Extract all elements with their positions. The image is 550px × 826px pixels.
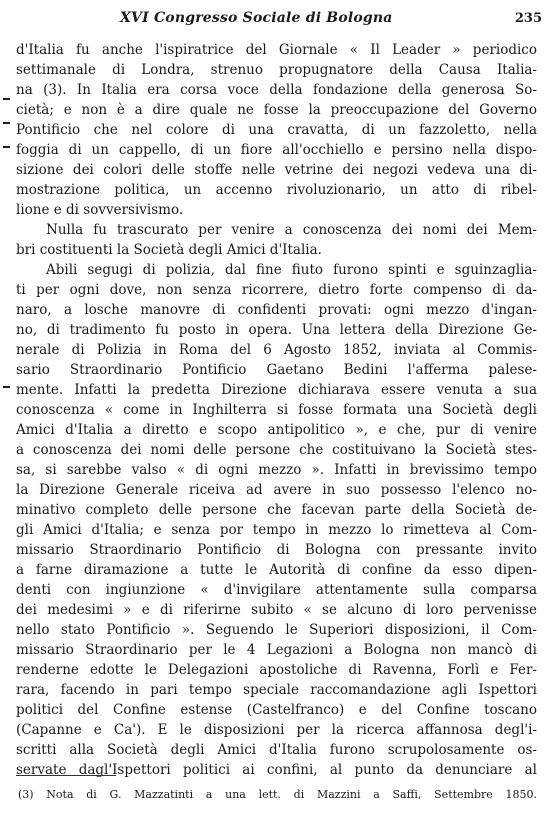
- margin-mark: [3, 386, 10, 388]
- text-line: scritti alla Società degli Amici d'Italia furono scrupolosamente os-: [16, 742, 537, 758]
- text-line: Nulla fu trascurato per venire a conoscenza dei nomi dei Mem-: [46, 222, 537, 238]
- text-line: missario Straordinario per le 4 Legazioni a Bologna non mancò di: [16, 642, 537, 658]
- text-line: missario Straordinario Pontificio di Bologna con pressante invito: [16, 542, 537, 558]
- page-number: 235: [514, 11, 542, 26]
- margin-mark: [3, 122, 10, 124]
- text-line: gli Amici d'Italia; e senza por tempo in mezzo lo rimetteva al Com-: [16, 522, 537, 538]
- text-line: Pontificio che nel colore di una cravatta, di un fazzoletto, nella: [16, 122, 537, 138]
- text-line: minativo completo delle persone che facevan parte della Società de-: [16, 502, 537, 518]
- text-line: naro, a losche manovre di confidenti provati: ogni mezzo d'ingan-: [16, 302, 537, 318]
- text-line: lione e di sovversivismo.: [16, 202, 184, 218]
- text-line: servate dagl'Ispettori politici ai confini, al punto da denunciare al: [16, 762, 537, 778]
- text-line: na (3). In Italia era corsa voce della fondazione della generosa So-: [16, 82, 537, 98]
- text-line: renderne edotte le Delegazioni apostoliche di Ravenna, Forlì e Fer-: [16, 662, 537, 678]
- text-line: mente. Infatti la predetta Direzione dichiarava essere venuta a sua: [16, 382, 537, 398]
- text-line: ti per ogni dove, non senza ricorrere, dietro forte compenso di da-: [16, 282, 537, 298]
- text-line: a farne diramazione a tutte le Autorità di confine da esso dipen-: [16, 562, 537, 578]
- text-line: rara, facendo in pari tempo speciale raccomandazione agli Ispettori: [16, 682, 537, 698]
- text-line: Abili segugi di polizia, dal fine fiuto furono spinti e sguinzaglia-: [46, 262, 537, 278]
- text-line: sario Straordinario Pontificio Gaetano Bedini l'afferma palese-: [16, 362, 537, 378]
- margin-mark: [3, 98, 10, 100]
- text-line: nerale di Polizia in Roma del 6 Agosto 1852, inviata al Commis-: [16, 342, 537, 358]
- text-line: no, di tradimento fu posto in opera. Una lettera della Direzione Ge-: [16, 322, 537, 338]
- text-line: d'Italia fu anche l'ispiratrice del Giornale « Il Leader » periodico: [16, 42, 537, 58]
- footnote-divider: [16, 775, 116, 776]
- text-line: Amici d'Italia a diretto e scopo antipolitico », e che, pur di venire: [16, 422, 537, 438]
- text-line: settimanale di Londra, strenuo propugnatore della Causa Italia-: [16, 62, 537, 78]
- text-line: sizione dei colori delle stoffe nelle vetrine dei negozi vedeva una di-: [16, 162, 537, 178]
- text-line: dei medesimi » e di riferirne subito « se alcuno di loro pervenisse: [16, 602, 537, 618]
- text-line: foggia di un cappello, di un fiore all'occhiello e persino nella dispo-: [16, 142, 537, 158]
- running-header: [0, 6, 550, 30]
- text-line: a conoscenza dei nomi delle persone che costituivano la Società stes-: [16, 442, 537, 458]
- margin-mark: [3, 146, 10, 148]
- text-line: la Direzione Generale riceiva ad avere in suo possesso l'elenco no-: [16, 482, 537, 498]
- text-line: bri costituenti la Società degli Amici d'Italia.: [16, 242, 322, 258]
- text-line: denti con ingiunzione « d'invigilare attentamente sulla comparsa: [16, 582, 537, 598]
- text-line: sa, si sarebbe valso « di ogni mezzo ». Infatti in brevissimo tempo: [16, 462, 537, 478]
- text-line: politici del Confine estense (Castelfranco) e del Confine toscano: [16, 702, 537, 718]
- running-title: XVI Congresso Sociale di Bologna: [120, 10, 393, 26]
- text-line: cietà; e non è a dire quale ne fosse la preoccupazione del Governo: [16, 102, 537, 118]
- text-line: conoscenza « come in Inghilterra si fosse formata una Società degli: [16, 402, 537, 418]
- text-line: mostrazione politica, un accenno rivoluzionario, un atto di ribel-: [16, 182, 537, 198]
- footnote: (3) Nota di G. Mazzatinti a una lett. di Mazzini a Saffi, Settembre 1850.: [18, 788, 537, 801]
- text-line: nello stato Pontificio ». Seguendo le Superiori disposizioni, il Com-: [16, 622, 537, 638]
- body-text: [16, 40, 537, 780]
- text-line: (Capanne e Ca'). E le disposizioni per la ricerca affannosa degl'i-: [16, 722, 537, 738]
